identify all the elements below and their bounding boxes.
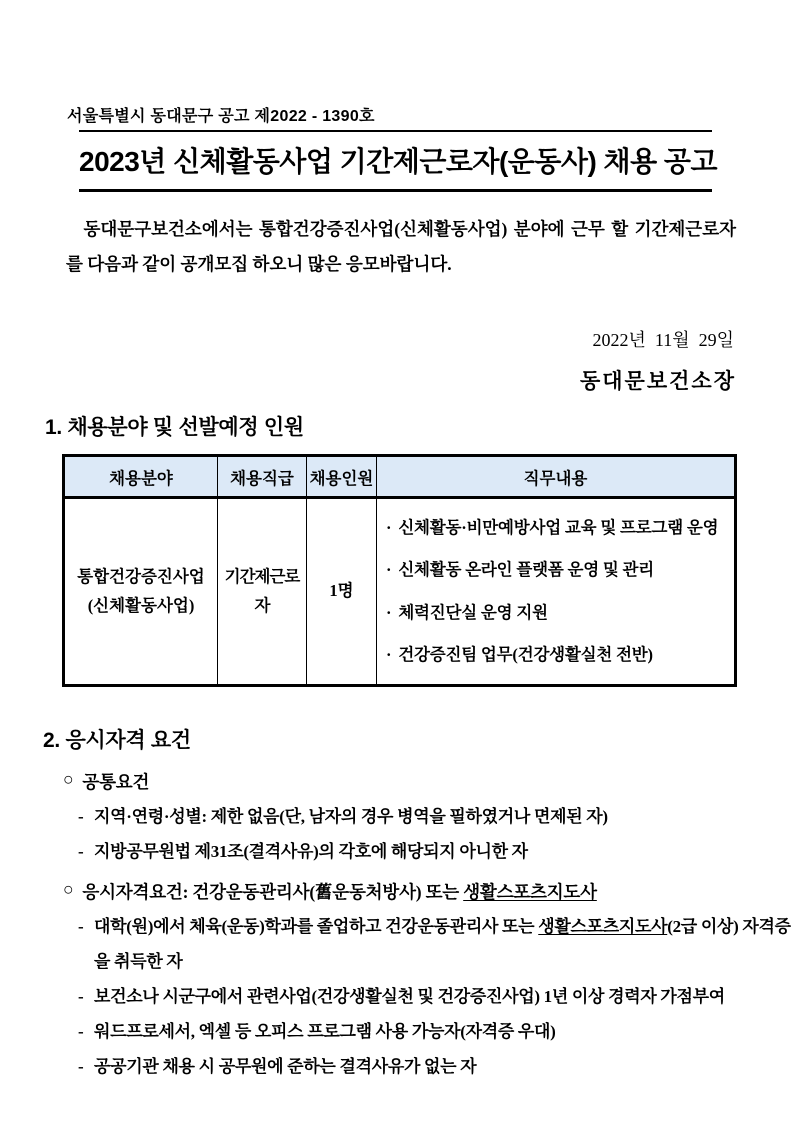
qualification-item — [78, 986, 793, 1009]
duty-item — [386, 644, 730, 666]
duty-text: 체력진단실 운영 지원 — [398, 602, 548, 622]
qual-label-text — [82, 879, 596, 904]
duties-list — [377, 499, 734, 684]
announcement-date: 2022년 11월 29일 — [592, 330, 734, 350]
common-label-text: 공통요건 — [82, 772, 150, 792]
requirement-text-part: 대학(원)에서 체육(운동)학과를 졸업하고 건강운동관리사 또는 — [94, 916, 539, 936]
requirement-text: 을 취득한 자 — [94, 951, 183, 971]
issuer-name: 동대문보건소장 — [579, 369, 736, 393]
common-requirement-item — [78, 841, 793, 864]
dash-marker: - — [78, 1056, 84, 1076]
document-title: 2023년 신체활동사업 기간제근로자(운동사) 채용 공고 — [79, 146, 718, 177]
dash-marker: - — [78, 986, 84, 1006]
dash-marker: - — [78, 916, 84, 936]
cell-count: 1명 — [307, 498, 377, 686]
dash-marker — [78, 951, 94, 974]
dash-marker: - — [78, 841, 84, 861]
bullet-glyph: · — [386, 560, 392, 580]
cell-field-line1: 통합건강증진사업 — [77, 567, 205, 587]
section1-heading: 1. 채용분야 및 선발예정 인원 — [45, 416, 304, 439]
common-requirement-item — [78, 806, 793, 829]
duty-text: 건강증진팀 업무(건강생활실천 전반) — [398, 644, 653, 664]
duty-item — [386, 602, 730, 624]
qualification-requirements-label — [63, 879, 793, 904]
bullet-glyph: · — [386, 602, 392, 622]
qualification-item — [78, 1056, 793, 1079]
table-row — [64, 498, 736, 686]
qualification-item-continuation — [78, 951, 793, 974]
qualification-item — [78, 916, 793, 939]
circle-marker: ○ — [63, 878, 74, 899]
intro-paragraph: 동대문구보건소에서는 통합건강증진사업(신체활동사업) 분야에 근무 할 기간제근로자를 다음과 같이 공개모집 하오니 많은 응모바랍니다. — [66, 219, 736, 274]
requirement-text: 보건소나 시군구에서 관련사업(건강생활실천 및 건강증진사업) 1년 이상 경력자 가점부여 — [94, 986, 725, 1006]
col-header-field: 채용분야 — [64, 456, 218, 498]
requirement-text: 워드프로세서, 엑셀 등 오피스 프로그램 사용 가능자(자격증 우대) — [94, 1021, 556, 1041]
cell-field-line2: (신체활동사업) — [87, 595, 195, 615]
duty-item — [386, 517, 730, 539]
requirement-text — [94, 916, 791, 939]
bullet-glyph: · — [386, 644, 392, 664]
dash-marker: - — [78, 807, 84, 826]
circle-marker: ○ — [63, 769, 74, 789]
col-header-count: 채용인원 — [307, 456, 377, 498]
duty-text: 신체활동·비만예방사업 교육 및 프로그램 운영 — [398, 517, 719, 537]
qual-label-underlined: 생활스포츠지도사 — [463, 881, 597, 902]
recruitment-table — [62, 454, 737, 687]
notice-number: 서울특별시 동대문구 공고 제2022 - 1390호 — [67, 108, 375, 125]
duty-item — [386, 559, 730, 581]
requirement-text: 지역·연령·성별: 제한 없음(단, 남자의 경우 병역을 필하였거나 면제된 자) — [94, 807, 608, 826]
top-divider — [79, 130, 712, 132]
common-requirements-label — [63, 769, 793, 794]
col-header-grade: 채용직급 — [218, 456, 307, 498]
table-header-row — [64, 456, 736, 498]
requirement-text: 공공기관 채용 시 공무원에 준하는 결격사유가 없는 자 — [94, 1056, 477, 1076]
requirement-text-underlined: 생활스포츠지도사 — [538, 916, 668, 936]
qual-label-prefix: 응시자격요건: 건강운동관리사(舊운동처방사) 또는 — [82, 881, 464, 902]
cell-field — [64, 498, 218, 686]
duty-text: 신체활동 온라인 플랫폼 운영 및 관리 — [398, 560, 655, 580]
cell-grade: 기간제근로자 — [218, 498, 307, 686]
cell-duties — [377, 498, 736, 686]
col-header-duties: 직무내용 — [377, 456, 736, 498]
bullet-glyph: · — [386, 517, 392, 537]
qualification-item — [78, 1021, 793, 1044]
requirement-text: 지방공무원법 제31조(결격사유)의 각호에 해당되지 아니한 자 — [94, 841, 528, 861]
requirement-text-part: (2급 이상) 자격증 — [667, 916, 791, 936]
section2-heading: 2. 응시자격 요건 — [43, 729, 191, 752]
dash-marker: - — [78, 1021, 84, 1041]
title-divider — [79, 189, 712, 192]
